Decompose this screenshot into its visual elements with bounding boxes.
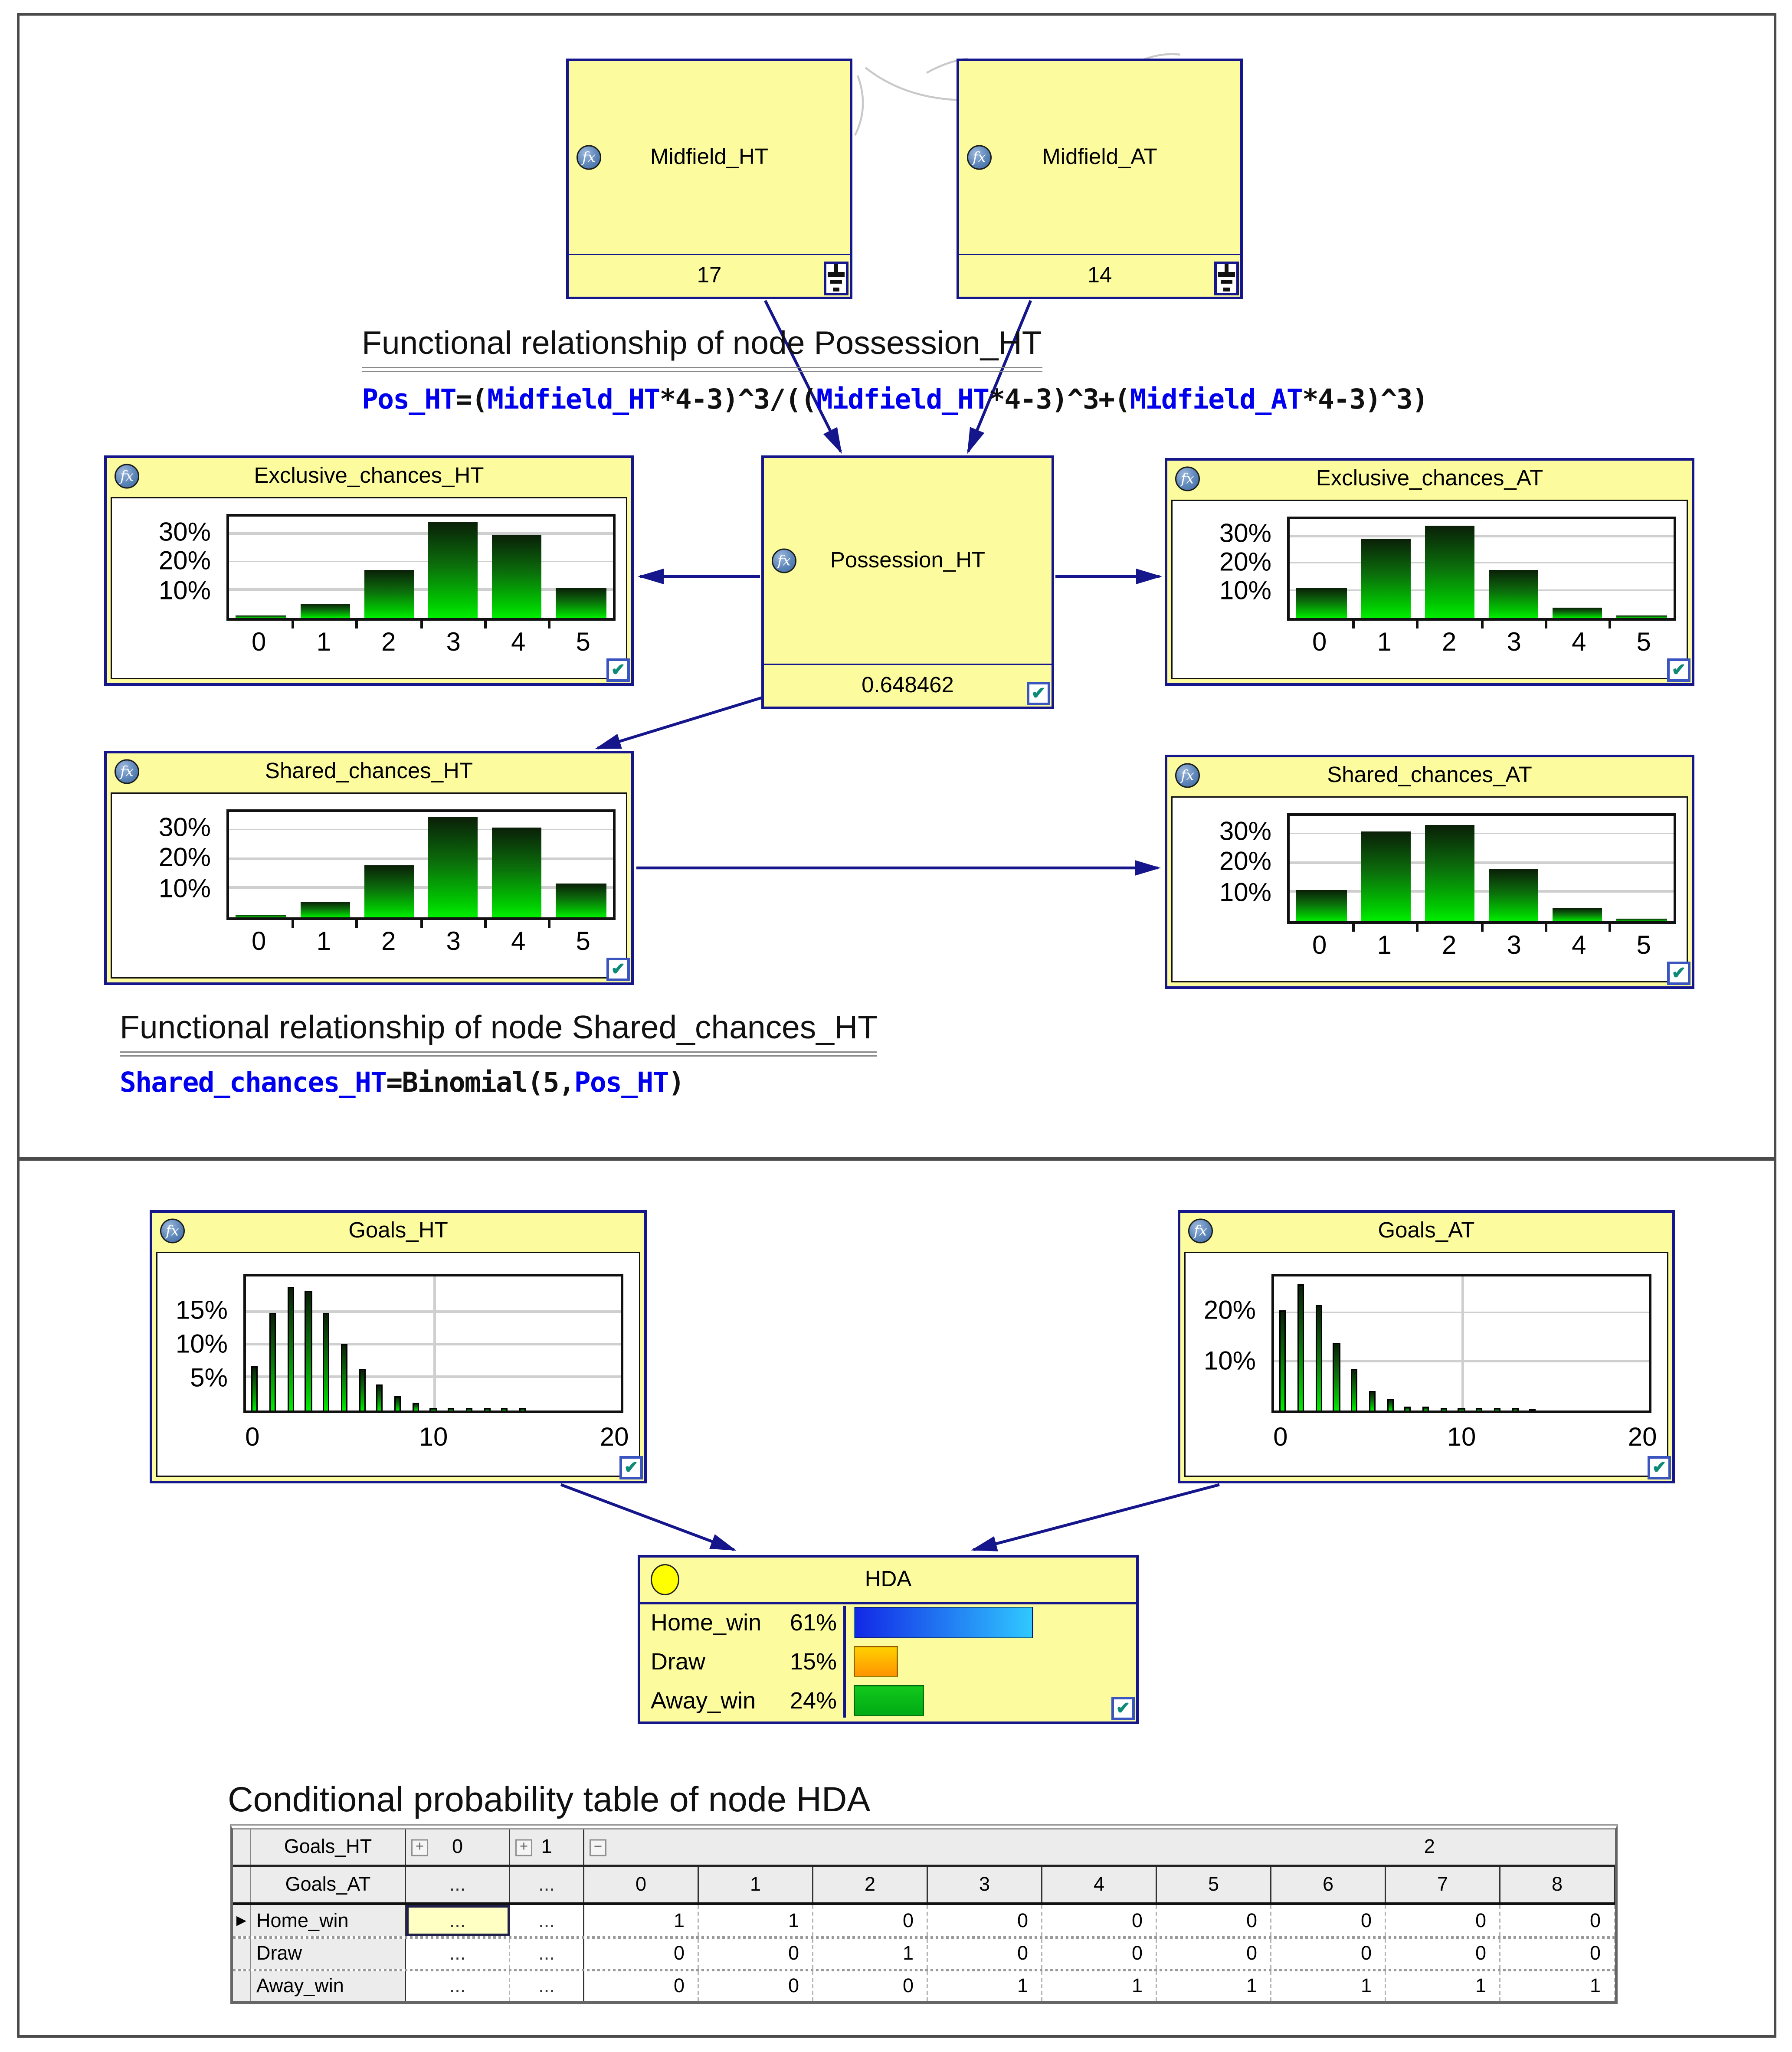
axis-tick: [1608, 618, 1611, 628]
cpt-cell-value[interactable]: 0: [1042, 1905, 1157, 1936]
axis-tick: [1352, 618, 1355, 628]
x-axis-label: 1: [1377, 628, 1392, 657]
bar: [484, 1407, 491, 1411]
node-hda[interactable]: [638, 1555, 1139, 1724]
cpt-cell-value[interactable]: 0: [1157, 1939, 1271, 1969]
bar: [519, 1408, 526, 1411]
bar: [1405, 1406, 1412, 1411]
bar: [1489, 569, 1539, 618]
x-axis-label: 4: [511, 928, 526, 956]
axis-tick: [420, 618, 423, 628]
cpt-selected-cell[interactable]: ...: [406, 1905, 510, 1936]
node-visible-checkbox[interactable]: ✔: [1027, 682, 1050, 705]
bar: [492, 535, 542, 618]
x-axis-label: 5: [1636, 932, 1651, 960]
hda-state-bar: [854, 1607, 1033, 1638]
bar: [465, 1407, 472, 1411]
x-axis-label: 20: [1628, 1424, 1657, 1452]
bar: [1553, 908, 1602, 921]
fx-icon: fx: [115, 759, 139, 784]
y-axis-label: 20%: [158, 547, 211, 576]
x-axis-label: 20: [600, 1424, 629, 1452]
bar: [428, 818, 478, 917]
gridline: [1290, 535, 1674, 537]
bar: [300, 604, 350, 618]
cpt-column-header: 1: [699, 1867, 813, 1902]
hda-state-percent: 61%: [790, 1609, 837, 1635]
x-axis-label: 3: [1507, 628, 1521, 657]
fx-icon: fx: [1175, 467, 1200, 491]
axis-tick: [292, 917, 294, 928]
fx-icon: fx: [577, 144, 601, 169]
y-axis-label: 20%: [1203, 1297, 1256, 1326]
row-selector-gutter: [233, 1829, 251, 1865]
gridline: [229, 829, 613, 831]
x-axis-label: 4: [1572, 628, 1586, 657]
y-axis-label: 10%: [175, 1330, 228, 1359]
formula-token: Pos_HT: [362, 384, 456, 415]
node-title: Midfield_HT: [650, 144, 769, 169]
cpt-cell-value[interactable]: 1: [813, 1939, 928, 1969]
hda-state-row: [644, 1644, 1132, 1682]
y-axis-label: 10%: [1219, 878, 1271, 907]
cpt-heading: Conditional probability table of node HDA: [228, 1780, 871, 1819]
axis-tick: [420, 917, 423, 928]
y-axis-label: 20%: [158, 844, 211, 873]
cpt-cell-value[interactable]: 0: [584, 1971, 699, 2001]
cpt-cell-value[interactable]: 0: [1042, 1939, 1157, 1969]
bar: [1440, 1407, 1447, 1411]
x-axis-label: 4: [511, 628, 526, 657]
axis-tick: [1416, 618, 1419, 628]
gridline: [1290, 890, 1674, 893]
cpt-collapsed-header: ...: [510, 1867, 584, 1902]
bar: [323, 1312, 330, 1411]
group-value: 0: [452, 1836, 463, 1858]
expander-plus-icon[interactable]: +: [515, 1839, 532, 1856]
formula-token: Midfield_AT: [1130, 384, 1302, 415]
fx-icon: fx: [1188, 1219, 1213, 1244]
cpt-column-header: 0: [584, 1867, 699, 1902]
bar: [1553, 607, 1602, 618]
axis-tick: [356, 917, 358, 928]
node-midfield-ht[interactable]: [566, 59, 852, 299]
node-visible-checkbox[interactable]: ✔: [619, 1456, 643, 1479]
formula-token: *4-3)^3/((: [659, 384, 816, 415]
bar-chart: [1287, 813, 1676, 924]
x-axis-label: 1: [1377, 932, 1392, 960]
cpt-group-collapsed[interactable]: [510, 1829, 584, 1865]
gridline: [1290, 833, 1674, 835]
cpt-cell-value[interactable]: 1: [584, 1905, 699, 1936]
x-axis-label: 5: [1636, 628, 1651, 657]
cpt-cell-value[interactable]: 0: [1271, 1905, 1386, 1936]
bar-chart: [1287, 517, 1676, 621]
node-visible-checkbox[interactable]: ✔: [1667, 658, 1690, 682]
axis-tick: [484, 917, 486, 928]
cpt-column-header: 4: [1042, 1867, 1157, 1902]
node-shared-chances-at[interactable]: [1165, 755, 1694, 989]
bar: [1617, 615, 1667, 618]
bar: [1422, 1407, 1429, 1411]
cpt-cell-value[interactable]: 1: [1271, 1971, 1386, 2001]
section-divider: [17, 1157, 1776, 1161]
gridline: [229, 588, 613, 590]
y-axis-label: 30%: [1219, 520, 1271, 549]
y-axis-label: 10%: [158, 874, 211, 903]
bar: [394, 1397, 401, 1411]
cpt-cell-value[interactable]: 1: [1042, 1971, 1157, 2001]
node-title: Shared_chances_AT: [1327, 763, 1532, 787]
node-exclusive-chances-at[interactable]: [1165, 458, 1694, 686]
x-axis-label: 0: [252, 628, 266, 657]
bar: [1425, 526, 1474, 618]
cpt-cell-value[interactable]: 0: [1386, 1939, 1500, 1969]
formula-token: *4-3)^3): [1302, 384, 1428, 415]
shared-formula-heading: Functional relationship of node Shared_chances_HT: [120, 1010, 878, 1057]
bar: [377, 1385, 383, 1411]
x-axis-label: 4: [1572, 932, 1586, 960]
hda-state-percent: 24%: [790, 1687, 837, 1713]
cpt-parent-label: Goals_HT: [251, 1829, 406, 1865]
axis-tick: [1608, 921, 1611, 932]
node-title: Exclusive_chances_HT: [254, 463, 484, 488]
x-axis-label: 2: [381, 928, 396, 956]
axis-tick: [356, 618, 358, 628]
bar: [1315, 1306, 1322, 1411]
formula-token: Pos_HT: [574, 1067, 668, 1098]
cpt-column-header: 2: [813, 1867, 928, 1902]
bar: [341, 1344, 347, 1411]
bar: [1361, 538, 1411, 618]
gridline: [229, 887, 613, 889]
bar: [1494, 1408, 1500, 1411]
x-axis-label: 0: [252, 928, 266, 956]
formula-token: =Binomial(5,: [386, 1067, 574, 1098]
x-axis-label: 3: [1507, 932, 1521, 960]
x-axis-label: 5: [576, 628, 590, 657]
bar: [556, 884, 606, 917]
node-title: Goals_HT: [348, 1218, 448, 1243]
cpt-parent-label: Goals_AT: [251, 1867, 406, 1902]
node-possession-ht[interactable]: [761, 455, 1054, 709]
cpt-cell-value[interactable]: 0: [928, 1905, 1042, 1936]
formula-token: *4-3)^3+(: [989, 384, 1130, 415]
hda-state-label: Home_win: [651, 1609, 762, 1635]
hda-state-bar: [854, 1646, 898, 1677]
bar: [1297, 1284, 1304, 1411]
cpt-cell-value[interactable]: 1: [699, 1905, 813, 1936]
bar: [300, 901, 350, 917]
bar: [287, 1286, 294, 1411]
cpt-cell-value[interactable]: ...: [510, 1905, 584, 1936]
gridline: [229, 857, 613, 860]
cpt-column-header: 3: [928, 1867, 1042, 1902]
cpt-cell-value[interactable]: ...: [406, 1971, 510, 2001]
row-selector-gutter: [233, 1867, 251, 1902]
cpt-cell-value[interactable]: 0: [1500, 1939, 1615, 1969]
cpt-state-label: Away_win: [251, 1971, 406, 2001]
hda-distribution: [644, 1605, 1132, 1718]
x-axis-label: 10: [1447, 1424, 1476, 1452]
hda-state-row: [644, 1683, 1132, 1721]
cpt-group-expanded[interactable]: [584, 1829, 1615, 1865]
bar-chart: [226, 514, 616, 621]
current-row-marker: ▶: [233, 1905, 251, 1936]
cpt-cell-value[interactable]: 0: [699, 1971, 813, 2001]
chart-area: [111, 497, 627, 679]
cpt-cell-value[interactable]: 1: [1386, 1971, 1500, 2001]
node-shared-chances-ht[interactable]: [104, 751, 634, 985]
cpt-table: [230, 1824, 1618, 2004]
node-title: HDA: [865, 1567, 912, 1591]
axis-tick: [1352, 921, 1355, 932]
node-visible-checkbox[interactable]: ✔: [1667, 962, 1690, 985]
bar: [412, 1403, 419, 1411]
x-axis-label: 0: [1312, 628, 1327, 657]
fx-icon: fx: [772, 548, 796, 573]
bar-chart: [226, 809, 616, 920]
y-axis-label: 30%: [1219, 818, 1271, 847]
y-axis-label: 20%: [1219, 848, 1271, 877]
formula-token: Midfield_HT: [487, 384, 660, 415]
bar: [1297, 588, 1346, 618]
cpt-state-label: Draw: [251, 1939, 406, 1969]
gridline: [433, 1276, 436, 1411]
cpt-collapsed-header: ...: [406, 1867, 510, 1902]
bar: [492, 828, 542, 917]
cpt-cell-value[interactable]: ...: [510, 1971, 584, 2001]
expander-plus-icon[interactable]: +: [411, 1839, 428, 1856]
axis-tick: [1416, 921, 1419, 932]
node-goals-ht[interactable]: [150, 1210, 647, 1483]
axis-tick: [292, 618, 294, 628]
bar: [236, 615, 286, 618]
bar: [556, 588, 606, 619]
bar: [364, 865, 414, 917]
bar: [1512, 1408, 1519, 1411]
gridline: [1290, 589, 1674, 591]
x-axis-label: 2: [381, 628, 396, 657]
formula-token: Midfield_HT: [816, 384, 989, 415]
axis-tick: [1544, 921, 1547, 932]
group-value: 1: [541, 1836, 552, 1858]
x-axis-label: 1: [316, 628, 331, 657]
x-axis-label: 2: [1442, 932, 1457, 960]
cpt-column-header: 8: [1500, 1867, 1615, 1902]
axis-tick: [547, 618, 550, 628]
row-marker-gutter: [233, 1939, 251, 1969]
formula-token: ): [668, 1067, 684, 1098]
cpt-cell-value[interactable]: 0: [1157, 1905, 1271, 1936]
y-axis-label: 10%: [1203, 1347, 1256, 1376]
hda-state-label: Draw: [651, 1648, 706, 1674]
formula-token: Shared_chances_HT: [120, 1067, 387, 1098]
x-axis-label: 10: [419, 1424, 448, 1452]
bar: [1489, 869, 1539, 921]
bar: [1351, 1368, 1358, 1411]
bar: [252, 1366, 259, 1411]
node-exclusive-chances-ht[interactable]: [104, 455, 634, 686]
axis-tick: [1544, 618, 1547, 628]
fx-icon: fx: [160, 1219, 185, 1244]
x-axis-label: 1: [316, 928, 331, 956]
cpt-cell-value[interactable]: 0: [699, 1939, 813, 1969]
node-visible-checkbox[interactable]: ✔: [1648, 1456, 1671, 1479]
node-visible-checkbox[interactable]: ✔: [1111, 1697, 1135, 1720]
bar: [305, 1290, 312, 1411]
x-axis-label: 0: [1273, 1424, 1288, 1452]
cpt-cell-value[interactable]: 0: [813, 1971, 928, 2001]
node-visible-checkbox[interactable]: ✔: [606, 958, 630, 981]
fx-icon: fx: [1175, 763, 1200, 788]
bar: [1297, 890, 1346, 921]
bar: [1387, 1399, 1394, 1411]
row-marker-gutter: [233, 1971, 251, 2001]
constant-entry-icon[interactable]: [1214, 262, 1239, 295]
node-value: 0.648462: [764, 664, 1052, 707]
hda-state-percent: 15%: [790, 1648, 837, 1674]
bar: [1617, 918, 1667, 921]
node-title: Exclusive_chances_AT: [1316, 466, 1543, 491]
gridline: [1461, 1276, 1464, 1411]
bar: [359, 1369, 366, 1411]
cpt-cell-value[interactable]: ...: [510, 1939, 584, 1969]
bar: [1476, 1408, 1483, 1411]
bar-chart: [243, 1274, 623, 1413]
y-axis-label: 30%: [158, 518, 211, 547]
bar: [1530, 1409, 1536, 1411]
cpt-cell-value[interactable]: 0: [1500, 1905, 1615, 1936]
cpt-cell-value[interactable]: 0: [584, 1939, 699, 1969]
cpt-column-header: 6: [1271, 1867, 1386, 1902]
cpt-group-collapsed[interactable]: [406, 1829, 510, 1865]
bar-chart: [1271, 1274, 1651, 1413]
cpt-cell-value[interactable]: 0: [1386, 1905, 1500, 1936]
y-axis-label: 10%: [1219, 577, 1271, 606]
node-value: 17: [569, 254, 850, 297]
y-axis-label: 15%: [175, 1296, 228, 1325]
axis-tick: [1481, 618, 1483, 628]
node-value: 14: [959, 254, 1240, 297]
fx-icon: fx: [115, 464, 139, 489]
node-title: Shared_chances_HT: [265, 759, 473, 783]
chart-area: [1184, 1252, 1668, 1477]
cpt-state-label: Home_win: [251, 1905, 406, 1936]
gridline: [229, 560, 613, 563]
cpt-cell-value[interactable]: 0: [813, 1905, 928, 1936]
bar: [1458, 1408, 1465, 1411]
cpt-cell-value[interactable]: 1: [1157, 1971, 1271, 2001]
cpt-column-header: 5: [1157, 1867, 1271, 1902]
cpt-cell-value[interactable]: 1: [1500, 1971, 1615, 2001]
constant-entry-icon[interactable]: [824, 262, 848, 295]
bar: [501, 1407, 508, 1411]
bar: [1333, 1342, 1340, 1411]
cpt-cell-value[interactable]: 0: [1271, 1939, 1386, 1969]
chart-area: [111, 792, 627, 979]
gridline: [1290, 861, 1674, 864]
cpt-column-header: 7: [1386, 1867, 1500, 1902]
shared-formula: [120, 1067, 684, 1098]
node-visible-checkbox[interactable]: ✔: [606, 658, 630, 682]
axis-tick: [1481, 921, 1483, 932]
chart-area: [156, 1252, 640, 1477]
node-goals-at[interactable]: [1178, 1210, 1675, 1483]
fx-icon: fx: [967, 144, 992, 169]
chance-node-icon: [651, 1564, 679, 1595]
x-axis-label: 3: [446, 928, 461, 956]
x-axis-label: 3: [446, 628, 461, 657]
x-axis-label: 2: [1442, 628, 1457, 657]
y-axis-label: 5%: [190, 1364, 228, 1393]
bar: [430, 1407, 437, 1411]
y-axis-label: 20%: [1219, 548, 1271, 577]
hda-state-label: Away_win: [651, 1687, 756, 1713]
node-title: Midfield_AT: [1042, 144, 1157, 169]
node-title: Possession_HT: [830, 547, 986, 572]
axis-tick: [547, 917, 550, 928]
bar: [269, 1312, 276, 1411]
y-axis-label: 30%: [158, 814, 211, 843]
cpt-cell-value[interactable]: ...: [406, 1939, 510, 1969]
gridline: [229, 533, 613, 535]
hda-state-row: [644, 1605, 1132, 1643]
chart-area: [1171, 500, 1688, 679]
node-midfield-at[interactable]: [957, 59, 1243, 299]
gridline: [1290, 562, 1674, 564]
x-axis-label: 0: [245, 1424, 260, 1452]
group-value: 2: [1424, 1836, 1435, 1858]
node-title: Goals_AT: [1378, 1218, 1475, 1243]
y-axis-label: 10%: [158, 576, 211, 605]
bar: [1361, 832, 1411, 921]
bar: [1280, 1311, 1287, 1411]
bar: [364, 569, 414, 618]
x-axis-label: 5: [576, 928, 590, 956]
bar: [428, 522, 478, 618]
x-axis-label: 0: [1312, 932, 1327, 960]
expander-minus-icon[interactable]: −: [590, 1839, 606, 1856]
possession-formula-heading: Functional relationship of node Possession_HT: [362, 325, 1042, 372]
bar: [1369, 1391, 1376, 1411]
bar: [448, 1407, 455, 1411]
axis-tick: [484, 618, 486, 628]
cpt-cell-value[interactable]: 1: [928, 1971, 1042, 2001]
cpt-cell-value[interactable]: 0: [928, 1939, 1042, 1969]
bar: [1425, 825, 1474, 921]
formula-token: =(: [455, 384, 488, 415]
chart-area: [1171, 796, 1688, 982]
hda-state-bar: [854, 1685, 924, 1716]
bar: [236, 914, 286, 917]
possession-formula: [362, 384, 1428, 415]
